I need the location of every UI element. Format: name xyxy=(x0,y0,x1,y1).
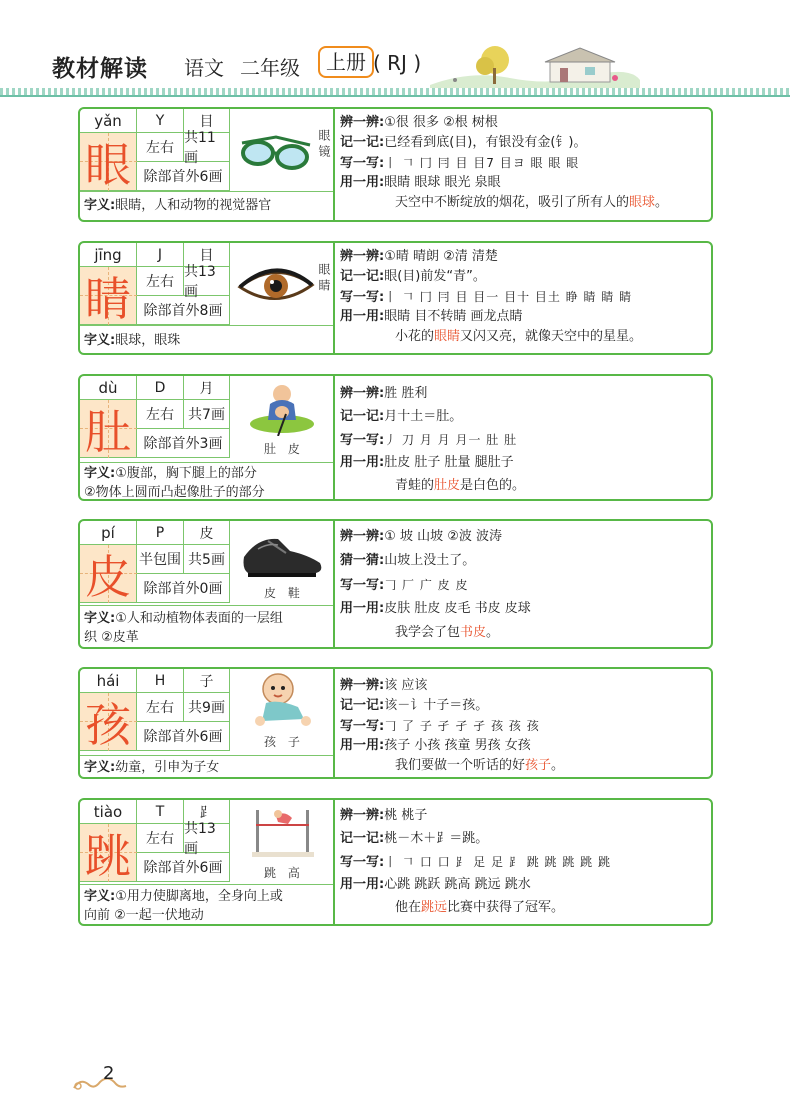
pinyin-cell: hái xyxy=(80,669,137,693)
distinguish-row: 辨一辨:桃 桃子 xyxy=(340,808,428,823)
meaning-text: 字义:①人和动植物体表面的一层组 织 ②皮革 xyxy=(84,611,283,645)
footer-swirl-ornament xyxy=(70,1070,130,1094)
big-character xyxy=(80,824,137,882)
illustration-box xyxy=(230,109,333,191)
illustration-caption: 跳 高 xyxy=(264,866,304,880)
strokes-cell: 共9画 xyxy=(184,693,230,722)
guess-row: 猜一猜:山坡上没土了。 xyxy=(340,553,476,568)
structure-cell: 左右 xyxy=(137,824,184,853)
subject-label: 语文 xyxy=(184,56,224,80)
radical-cell: 子 xyxy=(184,669,230,693)
practice-panel xyxy=(340,384,710,496)
char-info-panel xyxy=(80,669,335,777)
radical-cell: 月 xyxy=(184,376,230,400)
illustration-box xyxy=(230,243,333,325)
header-landscape-illustration xyxy=(430,40,640,90)
extra-strokes-cell: 除部首外6画 xyxy=(137,853,230,882)
write-row: 写一写:丨 𠃍 口 口 ⻊ 足 足 ⻊ 跳 跳 跳 跳 跳 xyxy=(340,855,611,870)
high-jump-icon xyxy=(248,802,318,860)
character-glyph: 睛 xyxy=(85,271,131,326)
example-sentence: 他在跳远比赛中获得了冠军。 xyxy=(395,900,565,915)
usage-row: 用一用:肚皮 肚子 肚量 腿肚子 xyxy=(340,455,514,470)
illustration-caption: 肚 皮 xyxy=(264,442,304,456)
letter-cell: D xyxy=(137,376,184,400)
usage-row: 用一用:孩子 小孩 孩童 男孩 女孩 xyxy=(340,738,531,753)
example-sentence: 青蛙的肚皮是白色的。 xyxy=(395,478,526,493)
strokes-cell: 共11画 xyxy=(184,133,230,162)
illustration-box xyxy=(230,521,333,603)
big-character xyxy=(80,693,137,751)
memorize-row: 记一记:桃－木＋⻊＝跳。 xyxy=(340,831,489,846)
eye-icon xyxy=(236,263,316,313)
radical-cell: ⻊ xyxy=(184,800,230,824)
strokes-cell: 共7画 xyxy=(184,400,230,429)
letter-cell: Y xyxy=(137,109,184,133)
write-row: 写一写:𠃌 厂 广 皮 皮 xyxy=(340,578,469,593)
meaning-text: 字义:幼童，引申为子女 xyxy=(84,760,220,775)
distinguish-row: 辨一辨:①很 很多 ②根 树根 xyxy=(340,115,498,130)
char-info-panel xyxy=(80,109,335,220)
distinguish-row: 辨一辨:胜 胜利 xyxy=(340,386,428,401)
write-row: 写一写:丨 𠃍 冂 冃 目 目一 目十 目土 睁 睛 睛 睛 xyxy=(340,290,633,305)
edition-label: ( RJ ) xyxy=(373,51,422,75)
illustration-caption: 眼睛 xyxy=(317,263,331,295)
extra-strokes-cell: 除部首外3画 xyxy=(137,429,230,458)
structure-cell: 左右 xyxy=(137,267,184,296)
pinyin-cell: tiào xyxy=(80,800,137,824)
strokes-cell: 共13画 xyxy=(184,267,230,296)
big-character xyxy=(80,400,137,458)
radical-cell: 目 xyxy=(184,109,230,133)
glasses-icon xyxy=(236,123,316,183)
char-card-yan xyxy=(78,107,713,222)
big-character xyxy=(80,133,137,191)
distinguish-row: 辨一辨:① 坡 山坡 ②波 波涛 xyxy=(340,529,503,544)
meaning-text: 字义:①腹部，胸下腿上的部分 ②物体上圆而凸起像肚子的部分 xyxy=(84,466,265,500)
letter-cell: P xyxy=(137,521,184,545)
character-glyph: 肚 xyxy=(85,404,131,459)
usage-row: 用一用:眼睛 眼球 眼光 泉眼 xyxy=(340,175,501,190)
memorize-row: 记一记:月十土＝肚。 xyxy=(340,409,463,424)
big-character xyxy=(80,545,137,603)
memorize-row: 记一记:已经看到底(目)，有银没有金(钅)。 xyxy=(340,135,587,150)
character-glyph: 孩 xyxy=(85,697,131,752)
strokes-cell: 共13画 xyxy=(184,824,230,853)
char-card-pi xyxy=(78,519,713,649)
char-info-panel xyxy=(80,376,335,499)
character-glyph: 跳 xyxy=(85,828,131,883)
distinguish-row: 辨一辨:①晴 晴朗 ②清 清楚 xyxy=(340,249,498,264)
write-row: 写一写:丿 刀 月 月 月一 肚 肚 xyxy=(340,433,518,448)
char-card-tiao xyxy=(78,798,713,926)
pinyin-cell: pí xyxy=(80,521,137,545)
page-header xyxy=(0,0,790,100)
practice-panel xyxy=(340,676,710,776)
char-card-du xyxy=(78,374,713,501)
book-title: 教材解读 xyxy=(52,56,148,82)
usage-row: 用一用:眼睛 目不转睛 画龙点睛 xyxy=(340,309,523,324)
memorize-row: 记一记:该－讠十子＝孩。 xyxy=(340,698,489,713)
strokes-cell: 共5画 xyxy=(184,545,230,574)
char-card-jing xyxy=(78,241,713,355)
extra-strokes-cell: 除部首外6画 xyxy=(137,162,230,191)
illustration-box xyxy=(230,669,333,751)
write-row: 写一写:丨 𠃍 冂 冃 目 目7 目ヨ 眼 眼 眼 xyxy=(340,156,580,171)
char-card-hai xyxy=(78,667,713,779)
meaning-text: 字义:眼睛，人和动物的视觉器官 xyxy=(84,198,272,213)
grade-label: 二年级 xyxy=(240,56,300,80)
distinguish-row: 辨一辨:该 应该 xyxy=(340,678,428,693)
pinyin-cell: yǎn xyxy=(80,109,137,133)
meaning-text: 字义:①用力使脚离地，全身向上或 向前 ②一起一伏地动 xyxy=(84,889,283,923)
illustration-caption: 眼镜 xyxy=(317,129,331,161)
letter-cell: H xyxy=(137,669,184,693)
pinyin-cell: dù xyxy=(80,376,137,400)
illustration-box xyxy=(230,376,333,458)
meaning-text: 字义:眼球，眼珠 xyxy=(84,333,181,348)
char-info-panel xyxy=(80,521,335,647)
practice-panel xyxy=(340,527,710,643)
big-character xyxy=(80,267,137,325)
leather-shoe-icon xyxy=(238,527,326,582)
illustration-box xyxy=(230,800,333,882)
character-glyph: 皮 xyxy=(85,549,131,604)
structure-cell: 左右 xyxy=(137,133,184,162)
practice-panel xyxy=(340,247,710,347)
write-row: 写一写:𠃌 了 子 孑 孑 孑 孩 孩 孩 xyxy=(340,719,540,734)
memorize-row: 记一记:眼(目)前发“青”。 xyxy=(340,269,486,284)
illustration-caption: 皮 鞋 xyxy=(264,586,304,600)
char-info-panel xyxy=(80,800,335,924)
structure-cell: 左右 xyxy=(137,693,184,722)
baby-icon xyxy=(248,671,318,731)
example-sentence: 小花的眼睛又闪又亮，就像天空中的星星。 xyxy=(395,329,643,344)
practice-panel xyxy=(340,113,710,213)
pinyin-cell: jīng xyxy=(80,243,137,267)
example-sentence: 我们要做一个听话的好孩子。 xyxy=(395,758,565,773)
usage-row: 用一用:心跳 跳跃 跳高 跳远 跳水 xyxy=(340,877,531,892)
page-number: 2 xyxy=(103,1063,115,1084)
character-glyph: 眼 xyxy=(85,137,131,192)
letter-cell: T xyxy=(137,800,184,824)
example-sentence: 天空中不断绽放的烟花，吸引了所有人的眼球。 xyxy=(395,195,669,210)
example-sentence: 我学会了包书皮。 xyxy=(395,625,500,640)
structure-cell: 左右 xyxy=(137,400,184,429)
extra-strokes-cell: 除部首外8画 xyxy=(137,296,230,325)
illustration-caption: 孩 子 xyxy=(264,735,304,749)
belly-illustration-icon xyxy=(242,378,322,436)
practice-panel xyxy=(340,806,710,918)
extra-strokes-cell: 除部首外0画 xyxy=(137,574,230,603)
usage-row: 用一用:皮肤 肚皮 皮毛 书皮 皮球 xyxy=(340,601,531,616)
header-divider-solid xyxy=(0,95,790,97)
radical-cell: 目 xyxy=(184,243,230,267)
char-info-panel xyxy=(80,243,335,353)
extra-strokes-cell: 除部首外6画 xyxy=(137,722,230,751)
radical-cell: 皮 xyxy=(184,521,230,545)
letter-cell: J xyxy=(137,243,184,267)
volume-badge: 上册 xyxy=(318,46,374,78)
structure-cell: 半包围 xyxy=(137,545,184,574)
